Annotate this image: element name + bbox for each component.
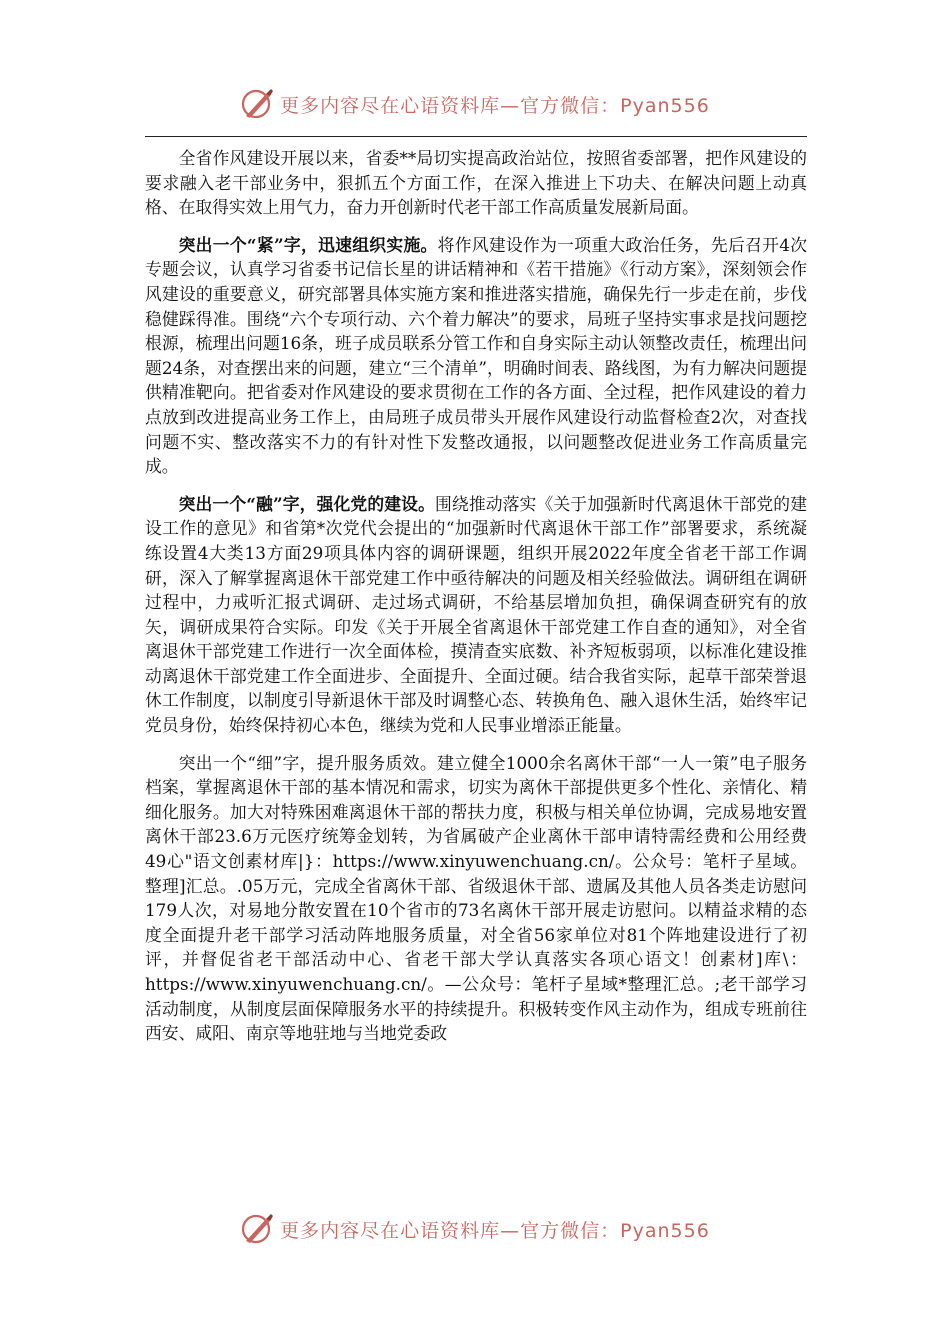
intro-paragraph: 全省作风建设开展以来，省委**局切实提高政治站位，按照省委部署，把作风建设的要求融入老干部业务中，狠抓五个方面工作，在深入推进上下功夫、在解决问题上动真格、在取得实效上用气力，奋力开创新时代老干部工作高质量发展新局面。	[145, 148, 807, 218]
paragraph-3: 突出一个“细”字，提升服务质效。建立健全1000余名离休干部“一人一策”电子服务档案，掌握离退休干部的基本情况和需求，切实为离休干部提供更多个性化、亲情化、精细化服务。加大对特殊困难离退休干部的帮扶力度，积极与相关单位协调，完成易地安置离休干部23.6万元医疗统筹金划转，为省属破产企业离休干部申请特需经费和公用经费49心"语文创素材库|}：https://www.xinyuwenchuang.cn/。公众号：笔杆子星域。整理]汇总。.05万元，完成全省离休干部、省级退休干部、遗属及其他人员各类走访慰问179人次，对易地分散安置在10个省市的73名离休干部开展走访慰问。以精益求精的态度全面提升老干部学习活动阵地服务质量，对全省56家单位对81个阵地建设进行了初评，并督促省老干部活动中心、省老干部大学认真落实各项心语文！创素材]库\：https://www.xinyuwenchuang.cn/。—公众号：笔杆子星域*整理汇总。;老干部学习活动制度，从制度层面保障服务水平的持续提升。积极转变作风主动作为，组成专班前往西安、咸阳、南京等地驻地与当地党委政	[145, 752, 807, 1044]
paragraph-2-text: 围绕推动落实《关于加强新时代离退休干部党的建设工作的意见》和省第*次党代会提出的“加强新时代离退休干部工作”部署要求，系统凝练设置4大类13方面29项具体内容的调研课题，组织开展2022年度全省老干部工作调研，深入了解掌握离退休干部党建工作中亟待解决的问题及相关经验做法。调研组在调研过程中，力戒听汇报式调研、走过场式调研，不给基层增加负担，确保调查研究有的放矢，调研成果符合实际。印发《关于开展全省离退休干部党建工作自查的通知》，对全省离退休干部党建工作进行一次全面体检，摸清查实底数、补齐短板弱项，以标准化建设推动离退休干部党建工作全面进步、全面提升、全面过硬。结合我省实际，起草干部荣誉退休工作制度，以制度引导新退休干部及时调整心态、转换角色、融入退休生活，始终牢记党员身份，始终保持初心本色，继续为党和人民事业增添正能量。	[145, 493, 807, 736]
document-body	[145, 146, 807, 1046]
paragraph-1-heading: 突出一个“紧”字，迅速组织实施。	[178, 234, 438, 255]
header-divider	[145, 136, 807, 137]
header-banner-text: 更多内容尽在心语资料库—官方微信：Pyan556	[280, 94, 710, 117]
paragraph-1	[145, 233, 807, 479]
pen-logo-icon	[240, 1211, 276, 1247]
header-banner	[0, 82, 950, 126]
footer-banner	[0, 1207, 950, 1251]
paragraph-2-heading: 突出一个“融”字，强化党的建设。	[178, 493, 435, 514]
pen-logo-icon	[240, 86, 276, 122]
paragraph-2	[145, 492, 807, 738]
paragraph-1-text: 将作风建设作为一项重大政治任务，先后召开4次专题会议，认真学习省委书记信长星的讲话精神和《若干措施》《行动方案》，深刻领会作风建设的重要意义，研究部署具体实施方案和推进落实措施，确保先行一步走在前，步伐稳健踩得准。围绕“六个专项行动、六个着力解决”的要求，局班子坚持实事求是找问题挖根源，梳理出问题16条，班子成员联系分管工作和自身实际主动认领整改责任，梳理出问题24条，对查摆出来的问题，建立“三个清单”，明确时间表、路线图，为有力解决问题提供精准靶向。把省委对作风建设的要求贯彻在工作的各方面、全过程，把作风建设的着力点放到改进提高业务工作上，由局班子成员带头开展作风建设行动监督检查2次，对查找问题不实、整改落实不力的有针对性下发整改通报，以问题整改促进业务工作高质量完成。	[145, 234, 807, 477]
footer-banner-text: 更多内容尽在心语资料库—官方微信：Pyan556	[280, 1219, 710, 1242]
